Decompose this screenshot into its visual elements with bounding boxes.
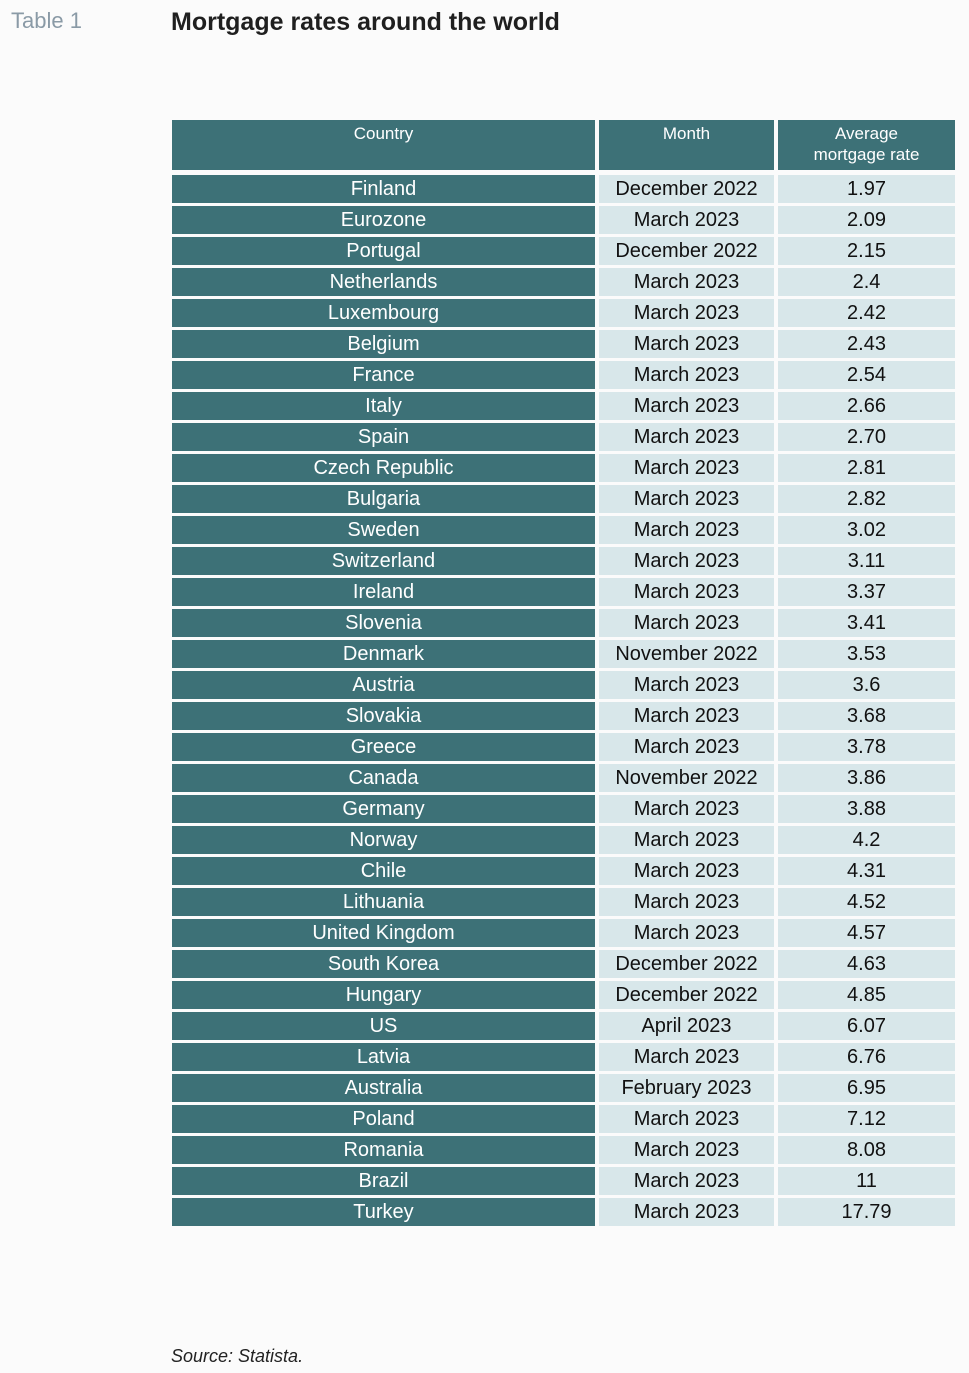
cell-rate: 2.70 <box>778 423 955 451</box>
cell-country: Hungary <box>172 981 595 1009</box>
cell-country: Switzerland <box>172 547 595 575</box>
cell-country: US <box>172 1012 595 1040</box>
cell-month: March 2023 <box>599 1105 774 1133</box>
cell-month: February 2023 <box>599 1074 774 1102</box>
cell-rate: 7.12 <box>778 1105 955 1133</box>
cell-rate: 6.95 <box>778 1074 955 1102</box>
cell-month: March 2023 <box>599 1167 774 1195</box>
cell-month: December 2022 <box>599 981 774 1009</box>
cell-country: Spain <box>172 423 595 451</box>
cell-rate: 2.09 <box>778 206 955 234</box>
cell-country: Ireland <box>172 578 595 606</box>
cell-rate: 1.97 <box>778 175 955 203</box>
cell-rate: 2.81 <box>778 454 955 482</box>
cell-rate: 3.6 <box>778 671 955 699</box>
cell-country: Bulgaria <box>172 485 595 513</box>
cell-month: April 2023 <box>599 1012 774 1040</box>
cell-country: Latvia <box>172 1043 595 1071</box>
cell-month: March 2023 <box>599 609 774 637</box>
cell-country: Germany <box>172 795 595 823</box>
cell-country: Sweden <box>172 516 595 544</box>
cell-country: Belgium <box>172 330 595 358</box>
cell-rate: 2.54 <box>778 361 955 389</box>
cell-rate: 3.02 <box>778 516 955 544</box>
cell-month: March 2023 <box>599 1136 774 1164</box>
cell-month: March 2023 <box>599 206 774 234</box>
header-month: Month <box>599 120 774 170</box>
cell-month: March 2023 <box>599 361 774 389</box>
cell-rate: 2.66 <box>778 392 955 420</box>
cell-country: Chile <box>172 857 595 885</box>
cell-country: Finland <box>172 175 595 203</box>
cell-country: Australia <box>172 1074 595 1102</box>
cell-month: March 2023 <box>599 888 774 916</box>
mortgage-rates-table <box>172 120 955 1226</box>
cell-country: Austria <box>172 671 595 699</box>
table-title: Mortgage rates around the world <box>171 8 560 36</box>
cell-rate: 3.41 <box>778 609 955 637</box>
cell-month: March 2023 <box>599 857 774 885</box>
cell-rate: 3.68 <box>778 702 955 730</box>
cell-rate: 11 <box>778 1167 955 1195</box>
cell-month: March 2023 <box>599 485 774 513</box>
cell-month: March 2023 <box>599 423 774 451</box>
cell-rate: 17.79 <box>778 1198 955 1226</box>
cell-rate: 4.63 <box>778 950 955 978</box>
cell-month: March 2023 <box>599 1198 774 1226</box>
table-label: Table 1 <box>11 8 82 33</box>
cell-rate: 3.88 <box>778 795 955 823</box>
cell-month: November 2022 <box>599 640 774 668</box>
cell-rate: 3.86 <box>778 764 955 792</box>
cell-country: South Korea <box>172 950 595 978</box>
cell-rate: 2.82 <box>778 485 955 513</box>
cell-rate: 4.31 <box>778 857 955 885</box>
cell-month: March 2023 <box>599 330 774 358</box>
header-rate-line2: mortgage rate <box>813 145 920 164</box>
cell-rate: 6.76 <box>778 1043 955 1071</box>
cell-month: December 2022 <box>599 237 774 265</box>
cell-country: Slovenia <box>172 609 595 637</box>
cell-month: March 2023 <box>599 733 774 761</box>
cell-rate: 2.43 <box>778 330 955 358</box>
cell-month: March 2023 <box>599 516 774 544</box>
cell-month: March 2023 <box>599 671 774 699</box>
cell-month: March 2023 <box>599 919 774 947</box>
cell-rate: 3.37 <box>778 578 955 606</box>
cell-country: Denmark <box>172 640 595 668</box>
cell-month: March 2023 <box>599 299 774 327</box>
cell-country: Eurozone <box>172 206 595 234</box>
cell-country: Slovakia <box>172 702 595 730</box>
cell-month: December 2022 <box>599 175 774 203</box>
cell-month: March 2023 <box>599 826 774 854</box>
cell-country: Poland <box>172 1105 595 1133</box>
cell-country: Canada <box>172 764 595 792</box>
cell-month: March 2023 <box>599 392 774 420</box>
cell-rate: 4.57 <box>778 919 955 947</box>
header-country: Country <box>172 120 595 170</box>
cell-country: United Kingdom <box>172 919 595 947</box>
cell-month: March 2023 <box>599 547 774 575</box>
cell-month: November 2022 <box>599 764 774 792</box>
cell-rate: 4.2 <box>778 826 955 854</box>
cell-rate: 4.52 <box>778 888 955 916</box>
cell-country: Romania <box>172 1136 595 1164</box>
cell-country: Brazil <box>172 1167 595 1195</box>
cell-month: March 2023 <box>599 795 774 823</box>
cell-month: December 2022 <box>599 950 774 978</box>
cell-country: Turkey <box>172 1198 595 1226</box>
cell-country: Lithuania <box>172 888 595 916</box>
cell-country: Portugal <box>172 237 595 265</box>
source-note: Source: Statista. <box>171 1346 304 1366</box>
header-rate <box>778 120 955 170</box>
cell-rate: 3.11 <box>778 547 955 575</box>
cell-rate: 2.42 <box>778 299 955 327</box>
cell-rate: 2.4 <box>778 268 955 296</box>
cell-month: March 2023 <box>599 268 774 296</box>
cell-country: Luxembourg <box>172 299 595 327</box>
cell-rate: 2.15 <box>778 237 955 265</box>
cell-month: March 2023 <box>599 702 774 730</box>
cell-rate: 3.78 <box>778 733 955 761</box>
cell-rate: 8.08 <box>778 1136 955 1164</box>
cell-country: Norway <box>172 826 595 854</box>
cell-country: Greece <box>172 733 595 761</box>
cell-month: March 2023 <box>599 1043 774 1071</box>
cell-country: Netherlands <box>172 268 595 296</box>
cell-month: March 2023 <box>599 454 774 482</box>
cell-country: Italy <box>172 392 595 420</box>
cell-rate: 3.53 <box>778 640 955 668</box>
cell-month: March 2023 <box>599 578 774 606</box>
cell-country: Czech Republic <box>172 454 595 482</box>
cell-rate: 4.85 <box>778 981 955 1009</box>
cell-rate: 6.07 <box>778 1012 955 1040</box>
header-rate-line1: Average <box>834 124 898 143</box>
cell-country: France <box>172 361 595 389</box>
